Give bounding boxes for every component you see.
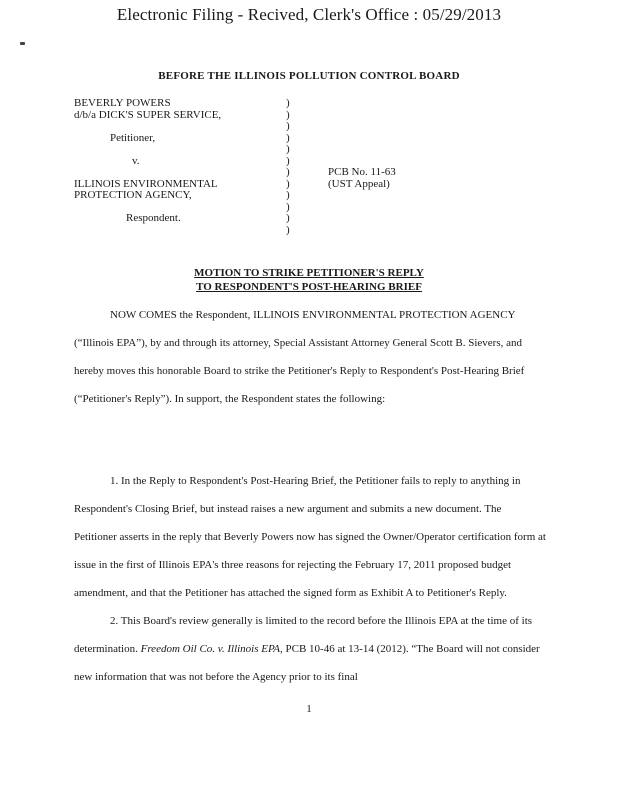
case-caption-parties	[74, 98, 286, 225]
point2-text-a: 2. This Board's review generally is limited to the record before the Illinois EPA at the time of its determination.	[74, 615, 533, 655]
intro-text: NOW COMES the Respondent, ILLINOIS ENVIRONMENTAL PROTECTION AGENCY (“Illinois EPA”), by and through its attorney, Special Assistant Attorney General Scott B. Sievers, and hereby moves this honorable Board to strike the Petitioner's Reply to Respondent's Post-Hearing Brief (“Petitioner's Reply”). In support, the Respondent states the following:	[74, 309, 525, 405]
case-number: PCB No. 11-63	[328, 166, 396, 178]
motion-title-line2: TO RESPONDENT'S POST-HEARING BRIEF	[196, 281, 422, 293]
paragraph-2	[74, 607, 546, 691]
case-number-block	[328, 167, 468, 190]
page-number: 1	[306, 703, 312, 715]
intro-paragraph	[74, 301, 546, 413]
board-heading: BEFORE THE ILLINOIS POLLUTION CONTROL BOARD	[158, 70, 460, 82]
electronic-filing-stamp: Electronic Filing - Recived, Clerk's Office : 05/29/2013	[116, 5, 502, 24]
versus-label: v.	[132, 154, 140, 167]
point2-text-b: , PCB 10-46 at 13-14 (2012). “The Board will not consider new information that was not before the Agency prior to its final	[74, 643, 540, 683]
respondent-name-line2: PROTECTION AGENCY,	[74, 189, 192, 201]
case-citation: Freedom Oil Co. v. Illinois EPA	[140, 643, 281, 655]
petitioner-label: Petitioner,	[110, 131, 156, 144]
case-type: (UST Appeal)	[328, 177, 390, 190]
respondent-name-line1: ILLINOIS ENVIRONMENTAL	[74, 177, 218, 190]
petitioner-dba: d/b/a DICK'S SUPER SERVICE,	[74, 108, 222, 121]
respondent-label: Respondent.	[126, 212, 181, 224]
paragraph-1	[74, 467, 546, 607]
motion-title-line1: MOTION TO STRIKE PETITIONER'S REPLY	[194, 267, 424, 279]
petitioner-name: BEVERLY POWERS	[74, 97, 171, 109]
point1-text: 1. In the Reply to Respondent's Post-Hearing Brief, the Petitioner fails to reply to anything in Respondent's Closing Brief, but instead raises a new argument and submits a new document. The Petitioner asserts in the reply that Beverly Powers now has signed the Owner/Operator certification form at issue in the first of Illinois EPA's three reasons for rejecting the February 17, 2011 proposed budget amendment, and that the Petitioner has attached the signed form as Exhibit A to Petitioner's Reply.	[74, 475, 546, 599]
scan-artifact	[20, 42, 25, 45]
caption-parentheses: ) ) ) ) ) ) ) ) ) ) ) )	[286, 97, 290, 236]
